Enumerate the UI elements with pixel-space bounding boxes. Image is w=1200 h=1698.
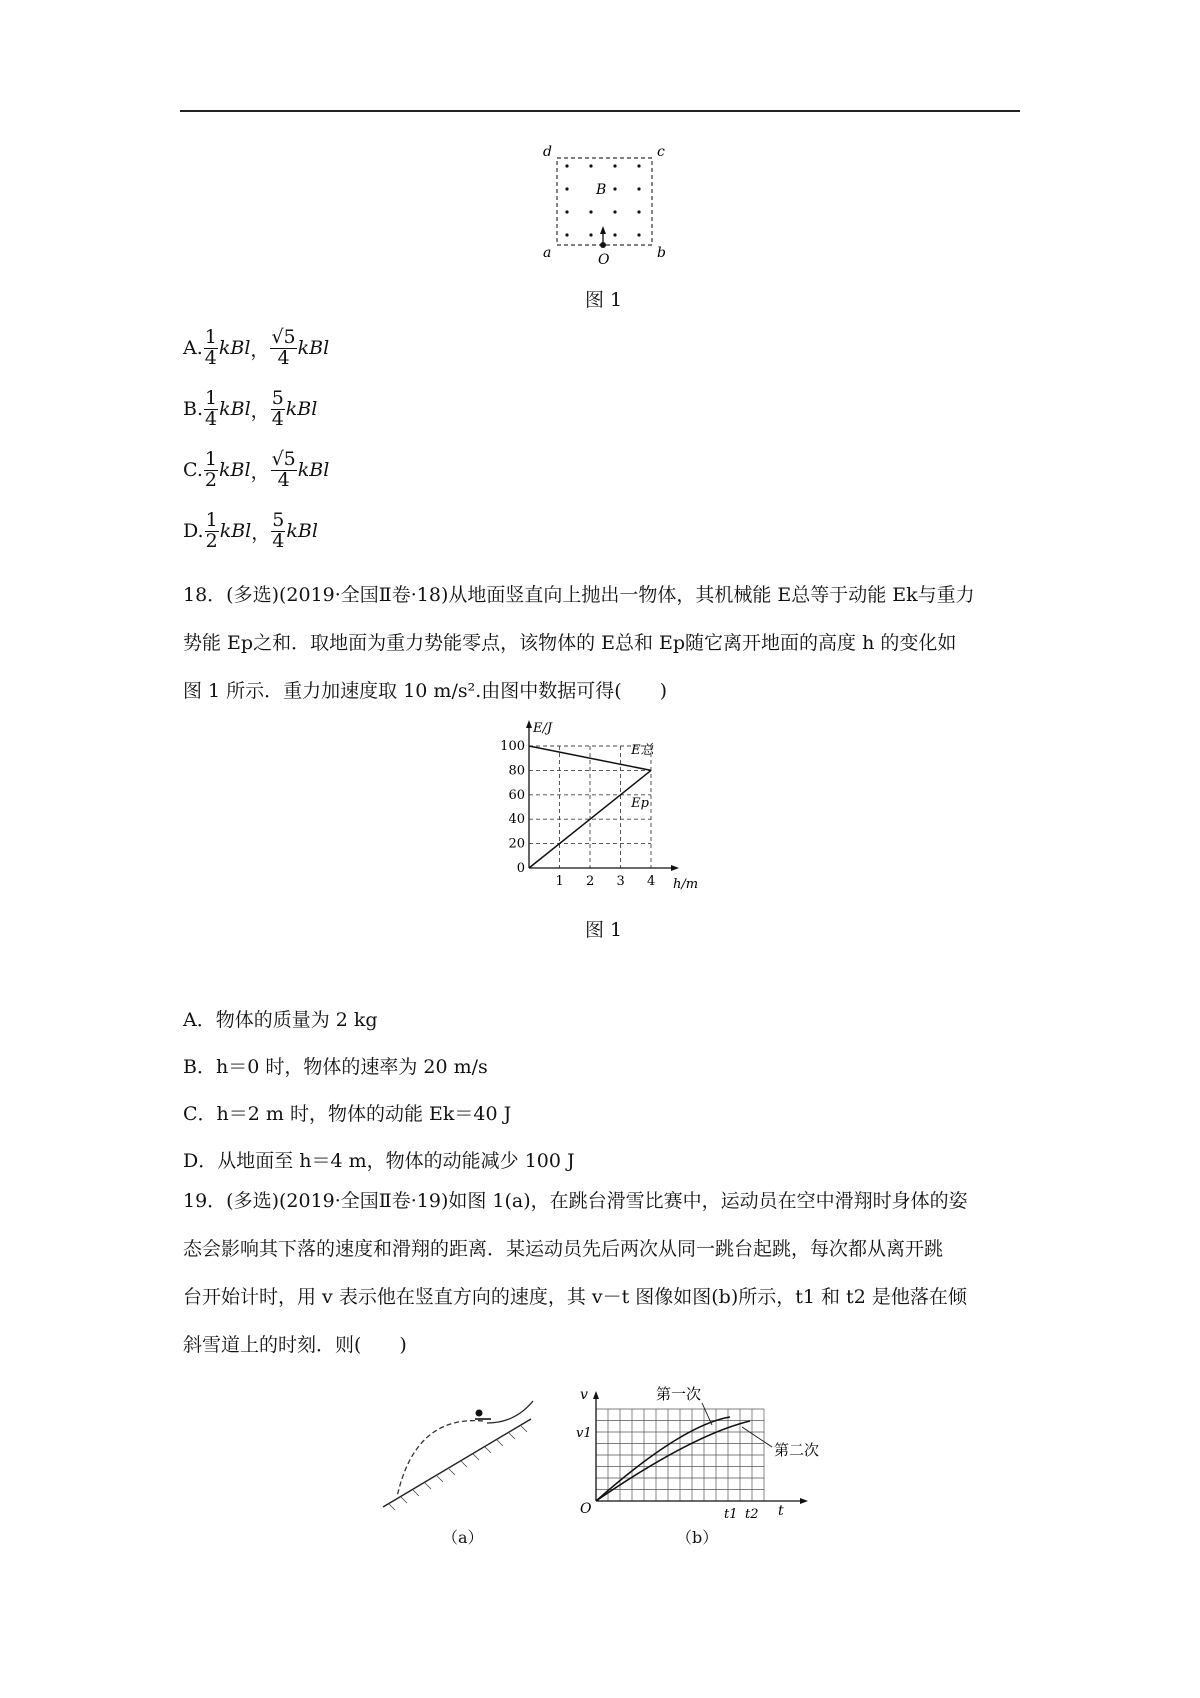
question-19 — [183, 1186, 1023, 1378]
label-first-jump: 第一次 — [656, 1385, 702, 1403]
option-d: D. $\frac{1}{2}$ kBl ， $\frac{5}{4}$ kBl — [183, 509, 318, 552]
curve-second-jump — [596, 1421, 750, 1501]
callout-second — [742, 1427, 772, 1447]
label-v1: v1 — [576, 1426, 592, 1441]
vt-grid — [596, 1409, 764, 1501]
label-B: B — [596, 182, 607, 198]
ski-jump-figure — [375, 1395, 545, 1520]
fraction: $\frac{5}{4}$ — [272, 509, 285, 552]
fraction: $\frac{5}{4}$ — [271, 387, 284, 430]
label-t2: t2 — [745, 1507, 759, 1522]
q18-option-c: C．h＝2 m 时，物体的动能 Ek＝40 J — [183, 1103, 512, 1125]
callout-first — [702, 1403, 712, 1425]
option-c: C. $\frac{1}{2}$ kBl ， $\frac{√5}{4}$ kBl — [183, 448, 330, 491]
q18-option-d: D．从地面至 h＝4 m，物体的动能减少 100 J — [183, 1150, 575, 1172]
y-arrow-icon — [526, 720, 532, 728]
x-arrow-icon — [671, 865, 679, 871]
q19-line: 台开始计时，用 v 表示他在竖直方向的速度，其 v－t 图像如图(b)所示，t1 和 t2 是他落在倾 — [183, 1286, 967, 1308]
label-second-jump: 第二次 — [774, 1441, 820, 1459]
option-letter: C. — [183, 459, 203, 482]
x-tick-label: 3 — [616, 874, 625, 889]
label-t1: t1 — [724, 1507, 738, 1522]
x-tick-label: 2 — [586, 874, 595, 889]
label-origin: O — [580, 1501, 592, 1517]
q19-line: 态会影响其下落的速度和滑翔的距离．某运动员先后两次从同一跳台起跳，每次都从离开跳 — [183, 1238, 944, 1260]
y-tick-label: 20 — [508, 836, 525, 852]
q18-line: 势能 Ep之和．取地面为重力势能零点，该物体的 E总和 Ep随它离开地面的高度 h 的变化如 — [183, 632, 957, 654]
y-tick-label: 40 — [508, 812, 525, 828]
series-label: E总 — [631, 742, 654, 758]
figure-caption: 图 1 — [585, 289, 623, 311]
option-letter: D. — [183, 520, 204, 543]
label-d: d — [543, 144, 552, 160]
x-tick-label: 1 — [555, 874, 564, 889]
fraction: $\frac{√5}{4}$ — [271, 448, 296, 491]
label-b: b — [657, 245, 666, 261]
y-axis-label: E/J — [533, 721, 553, 736]
q19-line: 斜雪道上的时刻．则( ) — [183, 1334, 407, 1356]
option-a: A. $\frac{1}{4}$ kBl ， $\frac{√5}{4}$ kBl — [183, 326, 330, 369]
fraction: $\frac{1}{2}$ — [205, 509, 218, 552]
y-tick-label: 0 — [516, 861, 525, 876]
label-a: a — [543, 245, 552, 261]
x-tick-label: 4 — [647, 874, 656, 889]
ramp-curve — [487, 1401, 533, 1423]
option-letter: B. — [183, 398, 204, 421]
label-t: t — [778, 1503, 784, 1519]
y-tick-label: 80 — [508, 763, 525, 779]
series-label: Ep — [631, 796, 649, 811]
arrow-head-icon — [600, 226, 606, 234]
label-O: O — [598, 252, 610, 268]
origin-point — [600, 242, 606, 248]
slope-line — [383, 1419, 531, 1507]
question-18 — [183, 580, 1023, 724]
velocity-time-graph — [572, 1385, 842, 1525]
fraction: $\frac{1}{4}$ — [205, 387, 218, 430]
fraction: $\frac{√5}{4}$ — [271, 326, 296, 369]
field-dots — [565, 164, 640, 236]
header-rule — [180, 110, 1020, 112]
y-tick-label: 60 — [508, 787, 525, 803]
option-b: B. $\frac{1}{4}$ kBl ， $\frac{5}{4}$ kBl — [183, 387, 318, 430]
x-axis-label: h/m — [673, 877, 699, 892]
slope-hatching — [389, 1426, 527, 1510]
y-tick-label: 100 — [500, 739, 525, 754]
skier-icon — [476, 1410, 483, 1417]
option-letter: A. — [183, 337, 203, 360]
figure-a-caption: （a） — [442, 1528, 484, 1547]
magnetic-field-figure — [535, 140, 675, 270]
x-arrow-icon — [800, 1498, 808, 1504]
chart-caption: 图 1 — [585, 919, 623, 941]
y-arrow-icon — [593, 1391, 599, 1399]
q18-line: 18．(多选)(2019·全国Ⅱ卷·18)从地面竖直向上抛出一物体，其机械能 E总等于动能 Ek与重力 — [183, 584, 975, 606]
label-c: c — [657, 144, 665, 160]
q19-line: 19．(多选)(2019·全国Ⅱ卷·19)如图 1(a)，在跳台滑雪比赛中，运动员在空中滑翔时身体的姿 — [183, 1190, 968, 1212]
trajectory-path — [397, 1421, 483, 1497]
q18-option-a: A．物体的质量为 2 kg — [183, 1009, 378, 1031]
fraction: $\frac{1}{4}$ — [204, 326, 217, 369]
figure-b-caption: （b） — [676, 1528, 719, 1547]
energy-height-chart — [495, 718, 710, 898]
q18-option-b: B．h＝0 时，物体的速率为 20 m/s — [183, 1056, 488, 1078]
q18-line: 图 1 所示．重力加速度取 10 m/s².由图中数据可得( ) — [183, 680, 668, 702]
label-v: v — [580, 1387, 588, 1403]
fraction: $\frac{1}{2}$ — [204, 448, 217, 491]
